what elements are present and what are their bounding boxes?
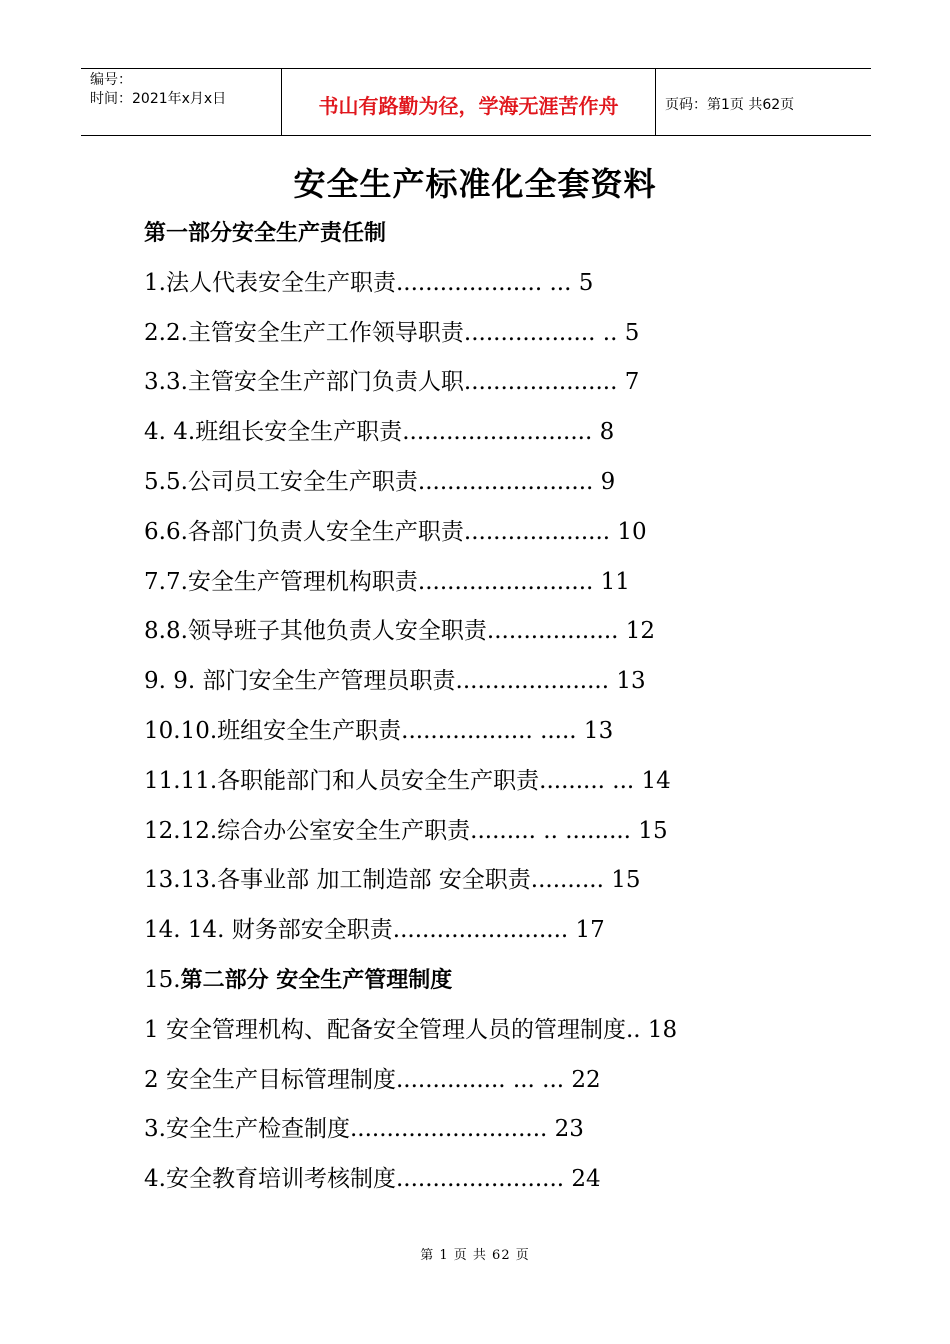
toc-item[interactable]: 3.3.主管安全生产部门负责人职..................... 7	[144, 369, 640, 396]
toc-item[interactable]: 8.8.领导班子其他负责人安全职责.................. 12	[144, 618, 656, 645]
document-title: 安全生产标准化全套资料	[293, 165, 657, 203]
toc-section-part2[interactable]	[144, 956, 864, 1006]
page-header	[81, 68, 871, 136]
toc-item[interactable]: 3.安全生产检查制度........................... 23	[144, 1116, 584, 1143]
toc-item[interactable]: 2.2.主管安全生产工作领导职责.................. .. 5	[144, 319, 640, 346]
toc-item[interactable]: 11.11.各职能部门和人员安全生产职责......... ... 14	[144, 767, 671, 794]
toc-item[interactable]: 9. 9. 部门安全生产管理员职责..................... 13	[144, 668, 646, 695]
table-of-contents	[144, 209, 864, 1205]
toc-item[interactable]: 7.7.安全生产管理机构职责........................ 11	[144, 568, 630, 595]
toc-item[interactable]: 2 安全生产目标管理制度............... ... ... 22	[144, 1066, 601, 1093]
page-footer: 第 1 页 共 62 页	[420, 1248, 530, 1263]
toc-section-part2-number: 15.	[144, 966, 181, 993]
toc-item[interactable]: 4. 4.班组长安全生产职责.......................... 8	[144, 419, 615, 446]
toc-item[interactable]: 1 安全管理机构、配备安全管理人员的管理制度.. 18	[144, 1016, 678, 1043]
toc-item[interactable]: 4.安全教育培训考核制度....................... 24	[144, 1166, 601, 1193]
header-meta	[81, 69, 282, 135]
toc-item[interactable]: 1.法人代表安全生产职责.................... ... 5	[144, 269, 594, 296]
document-number-label: 编号：	[90, 72, 132, 88]
toc-item[interactable]: 5.5.公司员工安全生产职责........................ 9	[144, 468, 616, 495]
header-page-info: 页码：第1页 共62页	[665, 96, 795, 113]
toc-item[interactable]: 6.6.各部门负责人安全生产职责.................... 10	[144, 518, 647, 545]
toc-item[interactable]: 12.12.综合办公室安全生产职责......... .. ......... 15	[144, 817, 668, 844]
toc-section-part1: 第一部分安全生产责任制	[144, 221, 387, 246]
header-motto: 书山有路勤为径，学海无涯苦作舟	[282, 69, 656, 135]
toc-section-part2-title: 第二部分 安全生产管理制度	[180, 967, 453, 993]
toc-item[interactable]: 10.10.班组安全生产职责.................. ..... 13	[144, 717, 614, 744]
document-date: 时间：2021年x月x日	[90, 91, 227, 107]
toc-item[interactable]: 13.13.各事业部 加工制造部 安全职责.......... 15	[144, 867, 641, 894]
toc-item[interactable]: 14. 14. 财务部安全职责........................ 17	[144, 917, 605, 944]
